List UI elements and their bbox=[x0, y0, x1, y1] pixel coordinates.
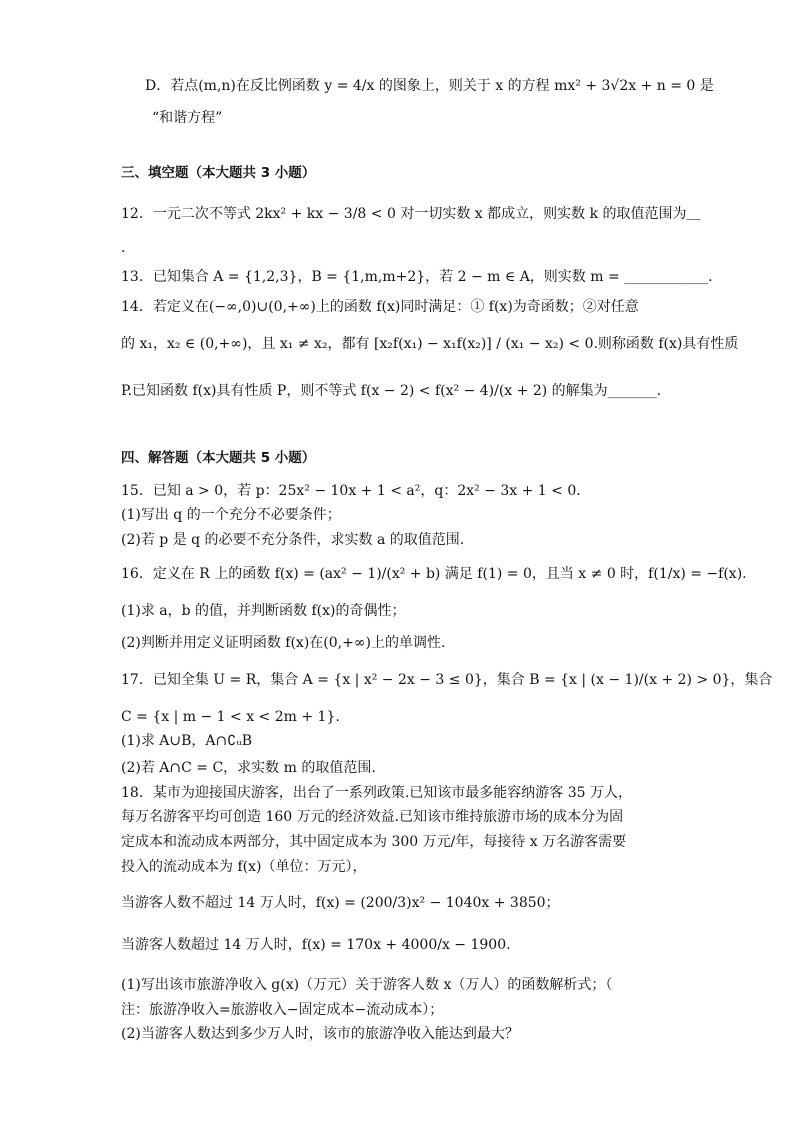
question-16-part-1: (1)求 a，b 的值，并判断函数 f(x)的奇偶性； bbox=[121, 603, 406, 619]
question-12-line-1: 12．一元二次不等式 2kx² + kx − 3/8 < 0 对一切实数 x 都成立，则实数 k 的取值范围为＿ bbox=[121, 206, 701, 222]
question-14-line-2: 的 x₁，x₂ ∈ (0,+∞)，且 x₁ ≠ x₂，都有 [x₂f(x₁) − x₁f(x₂)] / (x₁ − x₂) < 0.则称函数 f(x)具有性质 bbox=[121, 336, 739, 352]
question-18-line-2: 每万名游客平均可创造 160 万元的经济效益.已知该市维持旅游市场的成本分为固 bbox=[121, 809, 624, 825]
question-17-part-1: (1)求 A∪B，A∩∁ᵤB bbox=[121, 733, 253, 749]
question-13: 13．已知集合 A = {1,2,3}，B = {1,m,m+2}，若 2 − m ∈ A，则实数 m = ____________. bbox=[121, 269, 713, 285]
question-17-line-1: 17．已知全集 U = R，集合 A = {x | x² − 2x − 3 ≤ 0}，集合 B = {x | (x − 1)/(x + 2) > 0}，集合 bbox=[121, 672, 773, 688]
option-d-line-1: D．若点(m,n)在反比例函数 y = 4/x 的图象上，则关于 x 的方程 mx² + 3√2x + n = 0 是 bbox=[145, 78, 714, 94]
section-heading-solutions: 四、解答题（本大题共 5 小题） bbox=[121, 450, 316, 466]
question-18-line-3: 定成本和流动成本两部分，其中固定成本为 300 万元/年，每接待 x 万名游客需要 bbox=[121, 834, 627, 850]
question-16: 16．定义在 R 上的函数 f(x) = (ax² − 1)/(x² + b) 满足 f(1) = 0，且当 x ≠ 0 时，f(1/x) = −f(x). bbox=[121, 566, 747, 582]
question-18-line-4: 投入的流动成本为 f(x)（单位：万元）， bbox=[121, 859, 367, 875]
question-17-part-2: (2)若 A∩C = C，求实数 m 的取值范围. bbox=[121, 760, 376, 776]
question-18-line-5: 当游客人数不超过 14 万人时，f(x) = (200/3)x² − 1040x + 3850； bbox=[121, 895, 560, 911]
question-15-part-1: (1)写出 q 的一个充分不必要条件； bbox=[121, 507, 341, 523]
question-17-line-2: C = {x | m − 1 < x < 2m + 1}. bbox=[121, 709, 340, 725]
question-15-part-2: (2)若 p 是 q 的必要不充分条件，求实数 a 的取值范围. bbox=[121, 532, 465, 548]
question-18-part-1-line-1: (1)写出该市旅游净收入 g(x)（万元）关于游客人数 x（万人）的函数解析式；（ bbox=[121, 977, 613, 993]
question-15: 15．已知 a > 0，若 p：25x² − 10x + 1 < a²，q：2x² − 3x + 1 < 0. bbox=[121, 483, 581, 499]
question-12-line-2: . bbox=[121, 240, 126, 256]
option-d-line-2: “和谐方程” bbox=[152, 110, 223, 126]
question-18-part-1-line-2: 注：旅游净收入=旅游收入−固定成本−流动成本）； bbox=[121, 1002, 444, 1018]
question-18-line-6: 当游客人数超过 14 万人时，f(x) = 170x + 4000/x − 1900. bbox=[121, 937, 511, 953]
question-18-line-1: 18．某市为迎接国庆游客，出台了一系列政策.已知该市最多能容纳游客 35 万人， bbox=[121, 785, 632, 801]
question-18-part-2: (2)当游客人数达到多少万人时，该市的旅游净收入能达到最大？ bbox=[121, 1026, 519, 1042]
question-16-part-2: (2)判断并用定义证明函数 f(x)在(0,+∞)上的单调性. bbox=[121, 635, 446, 651]
question-14-line-3: P.已知函数 f(x)具有性质 P，则不等式 f(x − 2) < f(x² − 4)/(x + 2) 的解集为_______. bbox=[121, 383, 662, 399]
question-14-line-1: 14．若定义在(−∞,0)∪(0,+∞)上的函数 f(x)同时满足：① f(x)为奇函数；②对任意 bbox=[121, 299, 639, 315]
section-heading-fill-in: 三、填空题（本大题共 3 小题） bbox=[121, 165, 316, 181]
